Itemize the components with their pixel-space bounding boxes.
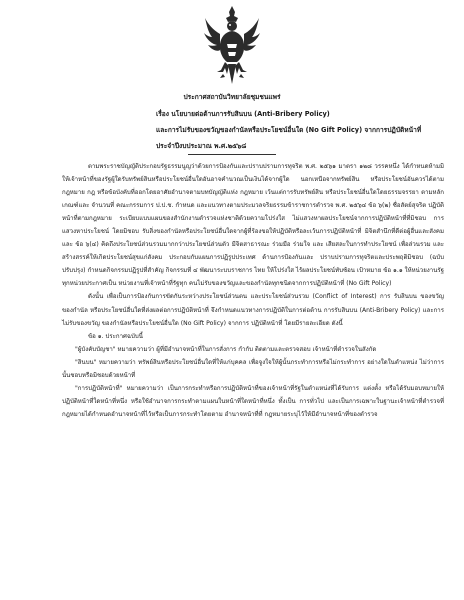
subject-continuation: และการไม่รับของขวัญของกำนัลหรือประโยชน์อื่นใด (No Gift Policy) จากการปฏิบัติหน้าที่	[156, 126, 422, 134]
subject-text: นโยบายต่อต้านการรับสินบน (Anti-Bribery Policy)	[171, 110, 330, 118]
subject-line	[156, 109, 330, 119]
garuda-emblem-icon	[203, 4, 261, 86]
fiscal-year: ประจำปีงบประมาณ พ.ศ.๒๕๖๘	[156, 142, 247, 150]
definition-supervisor: "ผู้บังคับบัญชา" หมายความว่า ผู้ที่มีอำนาจหน้าที่ในการสั่งการ กำกับ ติดตามและตรวจสอบ เจ้าหน้าที่ตำรวจในสังกัด	[75, 345, 377, 353]
announcement-body	[62, 160, 444, 421]
definition-duty: "การปฏิบัติหน้าที่" หมายความว่า เป็นการกระทำหรือการปฏิบัติหน้าที่ของเจ้าหน้าที่รัฐในตำแหน่งที่ได้รับการ แต่งตั้ง หรือได้รับมอบหมายให้ปฏิบัติหน้าที่ใดหน้าที่หนึ่ง หรือใช้อำนาจการกระทำตามแผนในหน้าที่ใดหน้าที่หนึ่ง ทั้งเป็น การทั่วไป และเป็นการเฉพาะในฐานะเจ้าหน้าที่ตำรวจที่กฎหมายได้กำหนดอำนาจหน้าที่ไว้หรือเป็นการกระทำโดยตาม อำนาจหน้าที่ที่ กฎหมายระบุไว้ให้มีอำนาจหน้าที่ของตำรวจ	[62, 384, 444, 418]
paragraph-legal-basis: ตามพระราชบัญญัติประกอบรัฐธรรมนูญว่าด้วยการป้องกันและปราบปรามการทุจริต พ.ศ. ๒๕๖๑ มาตรา ๑๒๘ วรรคหนึ่ง ได้กำหนดห้ามมิให้เจ้าหน้าที่ของรัฐผู้ใดรับทรัพย์สินหรือประโยชน์อื่นใดอันอาจคำนวณเป็นเงินได้จากผู้ใด นอกเหนือจากทรัพย์สิน หรือประโยชน์อันควรได้ตามกฎหมาย กฎ หรือข้อบังคับที่ออกโดยอาศัยอำนาจตามบทบัญญัติแห่ง กฎหมาย เว้นแต่การรับทรัพย์สิน หรือประโยชน์อื่นใดโดยธรรมจรรยา ตามหลักเกณฑ์และ จำนวนที่ คณะกรรมการ ป.ป.ช. กำหนด และแนวทางตามประมวลจริยธรรมข้าราชการตำรวจ พ.ศ. ๒๕๖๔ ข้อ ๖(๒) ซื่อสัตย์สุจริต ปฏิบัติหน้าที่ตามกฎหมาย ระเบียบแบบแผนของสำนักงานตำรวจแห่งชาติด้วยความโปร่งใส ไม่แสวงหาผลประโยชน์จากการปฏิบัติหน้าที่ที่มิชอบ การแสวงหาประโยชน์ โดยมิชอบ รับสิ่งของกำนัลหรือประโยชน์อื่นใดจากผู้ที่ร้องขอให้ปฏิบัติหรือละเว้นการปฏิบัติหน้าที่ มิจิตสำนึกที่ดีต่อผู้อื่นและสังคม และ ข้อ ๖(๔) คิดถึงประโยชน์ส่วนรวมมากกว่าประโยชน์ส่วนตัว มีจิตสาธารณะ ร่วมมือ ร่วมใจ และ เสียสละในการทำประโยชน์ เพื่อส่วนรวม และสร้างสรรค์ให้เกิดประโยชน์สุขแก่สังคม ประกอบกับแผนการปฏิรูปประเทศ ด้านการป้องกันและ ปราบปรามการทุจริตและประพฤติมิชอบ (ฉบับปรับปรุง) กำหนดกิจกรรมปฏิรูปที่สำคัญ กิจกรรมที่ ๔ พัฒนาระบบราชการ ไทย ให้โปร่งใส ไร้ผลประโยชน์ทับซ้อน เป้าหมาย ข้อ ๑.๑ ให้หน่วยงานรัฐทุกหน่วยประกาศเป็น หน่วยงานที่เจ้าหน้าที่รัฐทุก คนไม่รับของขวัญและของกำนัลทุกชนิดจากการปฏิบัติหน้าที่ (No Gift Policy)	[62, 163, 444, 288]
paragraph-policy-intent: ดังนั้น เพื่อเป็นการป้องกันการขัดกันระหว่างประโยชน์ส่วนตน และประโยชน์ส่วนรวม (Conflict of Interest) การ รับสินบน ของขวัญ ของกำนัล หรือประโยชน์อื่นใดที่ส่งผลต่อการปฏิบัติหน้าที่ จึงกำหนดแนวทางการปฏิบัติในการต่อต้าน การรับสินบน (Anti-Bribery Policy) และการไม่รับของขวัญ ของกำนัลหรือประโยชน์อื่นใด (No Gift Policy) จากการ ปฏิบัติหน้าที่ โดยมีรายละเอียด ดังนี้	[62, 293, 444, 327]
subject-label: เรื่อง	[156, 110, 169, 118]
definition-bribe: "สินบน" หมายความว่า ทรัพย์สินหรือประโยชน์อื่นใดที่ให้แก่บุคคล เพื่อจูงใจให้ผู้นั้นกระทำการหรือไม่กระทำการ อย่างใดในตำแหน่ง ไม่ว่าการนั้นชอบหรือมิชอบด้วยหน้าที่	[62, 358, 444, 379]
org-title: ประกาศสถาบันวิทยาลัยชุมชนแพร่	[183, 93, 281, 101]
clause-1-heading: ข้อ ๑. ประกาศฉบับนี้	[88, 332, 143, 340]
header-divider	[188, 154, 276, 155]
